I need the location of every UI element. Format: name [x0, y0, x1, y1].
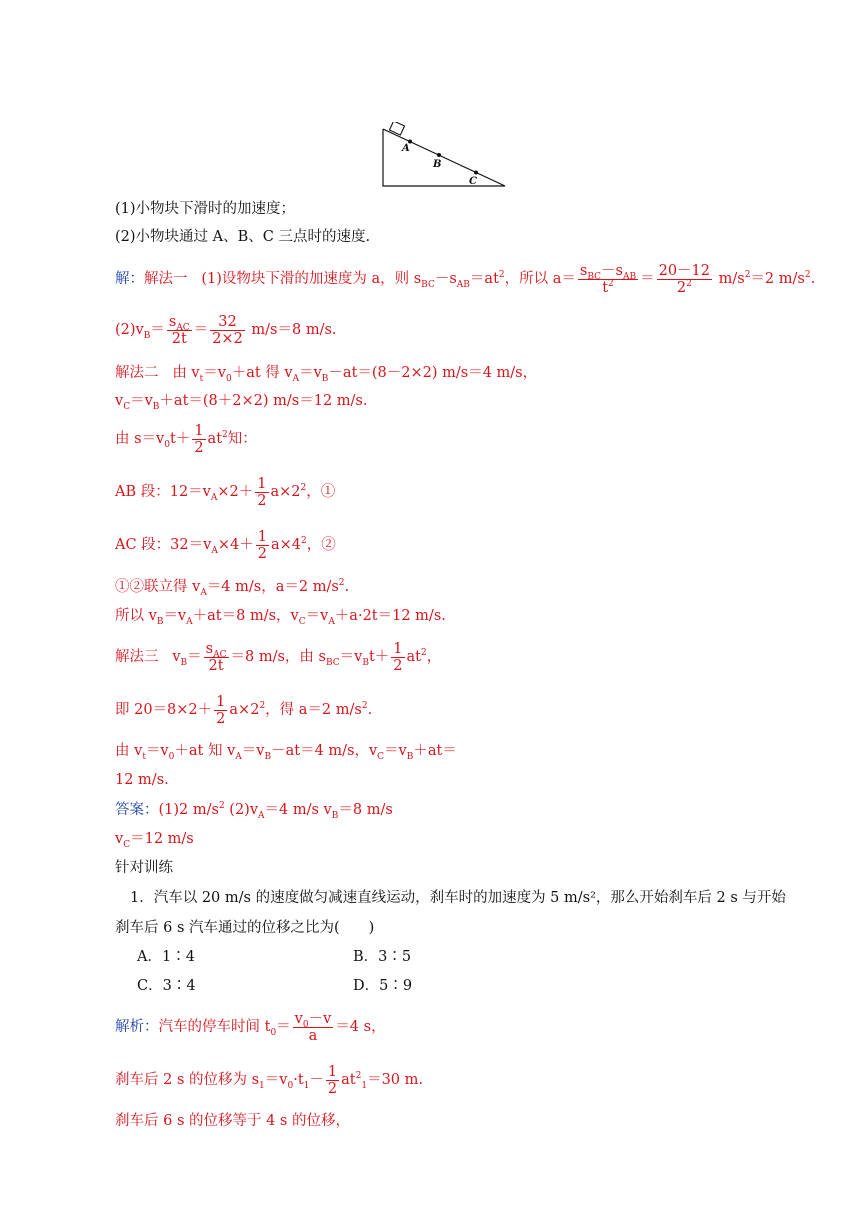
option-d[interactable]: D．5∶9: [353, 978, 413, 994]
fraction-half-5: $\frac{1}{2}$: [216, 693, 226, 727]
answer-label: 答案：: [115, 802, 159, 818]
option-a[interactable]: A．1∶4: [137, 949, 195, 965]
answer-line1: 答案：(1)2 $m/s^2$ $(2)v_A=4$ m/s $v_B=8$ m/s: [115, 801, 393, 821]
method3-line2: 即 20＝8×2＋ $\frac{1}{2}$ $a\times 2^2$，得 a＝2 $m/s^2$.: [115, 693, 373, 727]
method2-line1: 解法二 由 $v_t=v_0+at$ 得 $v_A=v_B-at=(8-2\times 2)$ m/s＝4 m/s，: [115, 365, 538, 384]
training-heading: 针对训练: [115, 860, 173, 876]
option-b[interactable]: B．3∶5: [353, 949, 412, 965]
point-c-label: C: [469, 176, 477, 187]
point-b-label: B: [433, 159, 442, 170]
answer-line2: $v_C=12$ m/s: [115, 831, 194, 850]
fraction-half-4: $\frac{1}{2}$: [393, 640, 403, 674]
method2-line2: $v_C=v_B+at=(8+2\times 2)$ m/s＝12 m/s.: [115, 393, 368, 412]
incline-figure: [378, 122, 508, 188]
fraction-accel-1: $\frac{s_{BC}-s_{AB}}{t^2}$: [579, 262, 637, 296]
method3-line1: 解法三 $v_B=$ $\frac{s_{AC}}{2t}$ ＝8 m/s，由 $s_{BC}=v_Bt+$ $\frac{1}{2}$ $at^2$，: [115, 640, 442, 674]
method1-line2: $(2)v_B=$ $\frac{s_{AC}}{2t}$ ＝ $\frac{32}{2\times 2}$ m/s＝8 m/s.: [115, 313, 337, 347]
fraction-vb-2: $\frac{32}{2\times 2}$: [212, 313, 243, 347]
option-c[interactable]: C．3∶4: [137, 978, 196, 994]
analysis-line1: 解析：汽车的停车时间 $t_0=$ $\frac{v_0-v}{a}$ ＝4 s，: [115, 1010, 386, 1044]
analysis-label: 解析：: [115, 1019, 159, 1035]
point-c-dot: [474, 171, 478, 175]
fraction-accel-2: $\frac{20-12}{2^2}$: [658, 262, 711, 296]
solution-label: 解：: [115, 271, 144, 287]
fraction-stop-time: $\frac{v_0-v}{a}$: [294, 1010, 332, 1044]
fraction-half-1: $\frac{1}{2}$: [194, 422, 204, 456]
method2-line6: ①②联立得 $v_A=4$ m/s，a＝2 $m/s^2$.: [115, 578, 350, 598]
fraction-half-3: $\frac{1}{2}$: [257, 528, 267, 562]
training-q1-line2: 刹车后 6 s 汽车通过的位移之比为( ): [115, 920, 375, 936]
incline-outline: [383, 129, 505, 186]
fraction-half-2: $\frac{1}{2}$: [257, 475, 267, 509]
method2-line5: AC 段：$32=v_A\times 4+$ $\frac{1}{2}$ $a\times 4^2$，②: [115, 528, 336, 562]
analysis-line2: 刹车后 2 s 的位移为 $s_1=v_0\cdot t_1-$ $\frac{1}{2}$ $at^2_1=30$ m.: [115, 1063, 423, 1097]
point-a-label: A: [402, 143, 410, 154]
method2-line3: 由 $s=v_0t+$ $\frac{1}{2}$ $at^2$知：: [115, 422, 257, 456]
fraction-vb-3: $\frac{s_{AC}}{2t}$: [205, 640, 227, 674]
method3-line3: 由 $v_t=v_0+at$ 知 $v_A=v_B-at=4$ m/s，$v_C=v_B+at=$: [115, 743, 457, 762]
method3-line4: 12 m/s.: [115, 772, 169, 788]
method2-line4: AB 段：$12=v_A\times 2+$ $\frac{1}{2}$ $a\times 2^2$，①: [115, 475, 336, 509]
question-2: (2)小物块通过 A、B、C 三点时的速度.: [115, 229, 371, 245]
question-1: (1)小物块下滑时的加速度；: [115, 201, 296, 217]
training-q1-line1: 1．汽车以 20 m/s 的速度做匀减速直线运动，刹车时的加速度为 5 m/s²，那么开始刹车后 2 s 与开始: [130, 890, 786, 906]
fraction-half-6: $\frac{1}{2}$: [327, 1063, 338, 1097]
method2-line7: 所以 $v_B=v_A+at=8$ m/s，$v_C=v_A+a\cdot 2t=12$ m/s.: [115, 608, 446, 627]
analysis-line3: 刹车后 6 s 的位移等于 4 s 的位移，: [115, 1113, 350, 1129]
method1-line1: 解：解法一 (1)设物块下滑的加速度为 a，则 $s_{BC}-s_{AB}=at^2$，所以 a＝ $\frac{s_{BC}-s_{AB}}{t^2}$ ＝ $\frac{20-12}{2^2}$ $m/s^2=2$ $m/s^2$.: [115, 262, 816, 296]
fraction-vb-1: $\frac{s_{AC}}{2t}$: [168, 313, 190, 347]
point-b-dot: [437, 153, 441, 157]
